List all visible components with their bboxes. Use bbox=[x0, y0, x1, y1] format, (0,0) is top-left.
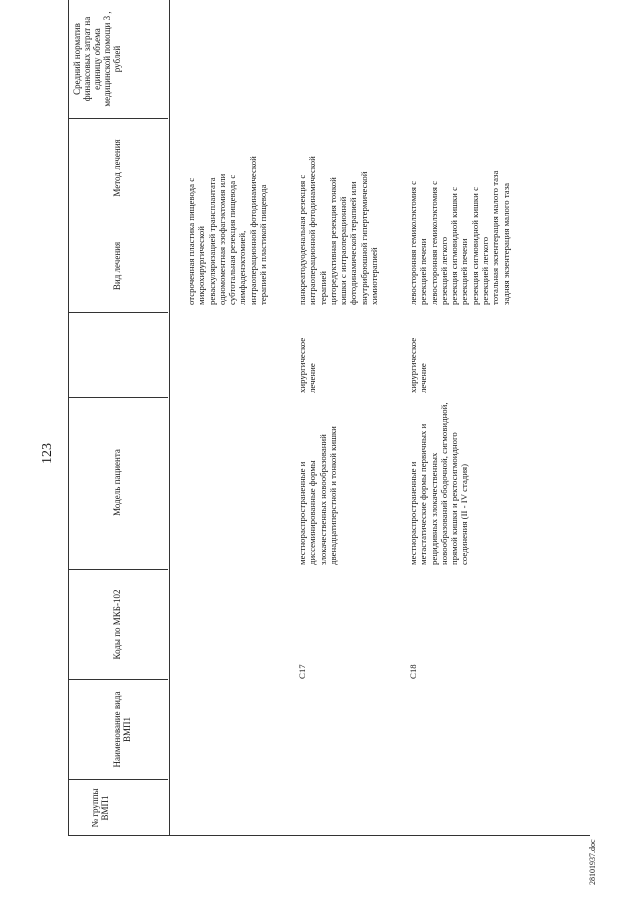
page-number: 123 bbox=[40, 443, 55, 464]
patient-model-text: местнораспространенные и метастатические формы первичных и рецидивных злокачественных новообразований ободочной, сигмовидной, прямой кишки и ректосигмоидного соединения (II - IV стадия) bbox=[408, 402, 470, 565]
method-line: микрохирургической bbox=[196, 225, 207, 305]
method-line: интраоперационной фотодинамической bbox=[307, 156, 318, 305]
method-line: циторедуктивная резекция тонкой bbox=[327, 177, 338, 305]
method-line: химиотерапией bbox=[369, 247, 380, 305]
method-line: внутрибрюшной гипертермической bbox=[358, 171, 369, 305]
column-divider bbox=[68, 779, 168, 780]
column-divider bbox=[68, 679, 168, 680]
header-group-no: № группы ВМП1 bbox=[90, 788, 110, 828]
table-row-methods bbox=[408, 115, 511, 305]
table-row-methods bbox=[186, 115, 268, 305]
method-line: реваскуляризацией трансплантата bbox=[206, 177, 217, 305]
header-patient-model: Модель пациента bbox=[112, 449, 122, 516]
method-line: интраоперационной фотодинамической bbox=[247, 156, 258, 305]
method-line: резекцией легкого bbox=[438, 236, 449, 305]
column-divider bbox=[68, 312, 168, 313]
method-line: субтотальная резекция пищевода с bbox=[227, 174, 238, 305]
method-line: резекция сигмовидной кишки с bbox=[469, 187, 480, 305]
header-vmp-name: Наименование вида ВМП1 bbox=[112, 691, 132, 768]
method-line: фотодинамической терапией или bbox=[348, 181, 359, 305]
method-line: панкреатодуоденальная резекция с bbox=[297, 174, 307, 305]
column-divider bbox=[68, 397, 168, 398]
column-divider bbox=[68, 569, 168, 570]
method-line: задняя экзентерация малого таза bbox=[500, 182, 511, 305]
method-line: лимфаденэктомией, bbox=[237, 230, 248, 305]
method-line: резекция сигмовидной кишки с bbox=[449, 187, 460, 305]
treatment-type-text: хирургическое лечение bbox=[408, 337, 429, 393]
table-row-methods bbox=[297, 115, 379, 305]
method-line: левосторонняя гемиколэктомия с bbox=[408, 180, 418, 305]
method-line: резекцией легкого bbox=[480, 236, 491, 305]
method-line: резекцией печени bbox=[418, 238, 429, 305]
method-line: тотальная экзентерация малого таза bbox=[490, 170, 501, 305]
method-line: кишки с интраоперационной bbox=[338, 196, 349, 305]
patient-model-text: местнораспространенные и диссеминированные формы злокачественных новообразований двенадцатиперстной и тонкой кишки bbox=[297, 426, 338, 565]
column-divider bbox=[68, 118, 168, 119]
treatment-type-text: хирургическое лечение bbox=[297, 337, 318, 393]
method-line: левосторонняя гемиколэктомия с bbox=[428, 180, 439, 305]
footer-filename: 28101937.doc bbox=[588, 839, 597, 885]
icd-code: C17 bbox=[297, 664, 307, 679]
column-divider bbox=[68, 835, 590, 836]
method-line: отсроченная пластика пищевода с bbox=[186, 177, 196, 305]
method-line: терапией bbox=[317, 271, 328, 305]
method-line: резекцией печени bbox=[459, 238, 470, 305]
header-treatment-type: Вид лечения bbox=[112, 241, 122, 291]
header-icd-codes: Коды по МКБ-102 bbox=[112, 589, 122, 660]
header-avg-cost: Средний норматив финансовых затрат на единицу объема медицинской помощи 3 , рублей bbox=[72, 11, 122, 107]
method-line: терапией и пластикой пищевода bbox=[258, 184, 269, 305]
method-line: одномоментная эзофагэктомия или bbox=[216, 173, 227, 305]
icd-code: C18 bbox=[408, 664, 418, 679]
header-treatment-method: Метод лечения bbox=[112, 139, 122, 197]
